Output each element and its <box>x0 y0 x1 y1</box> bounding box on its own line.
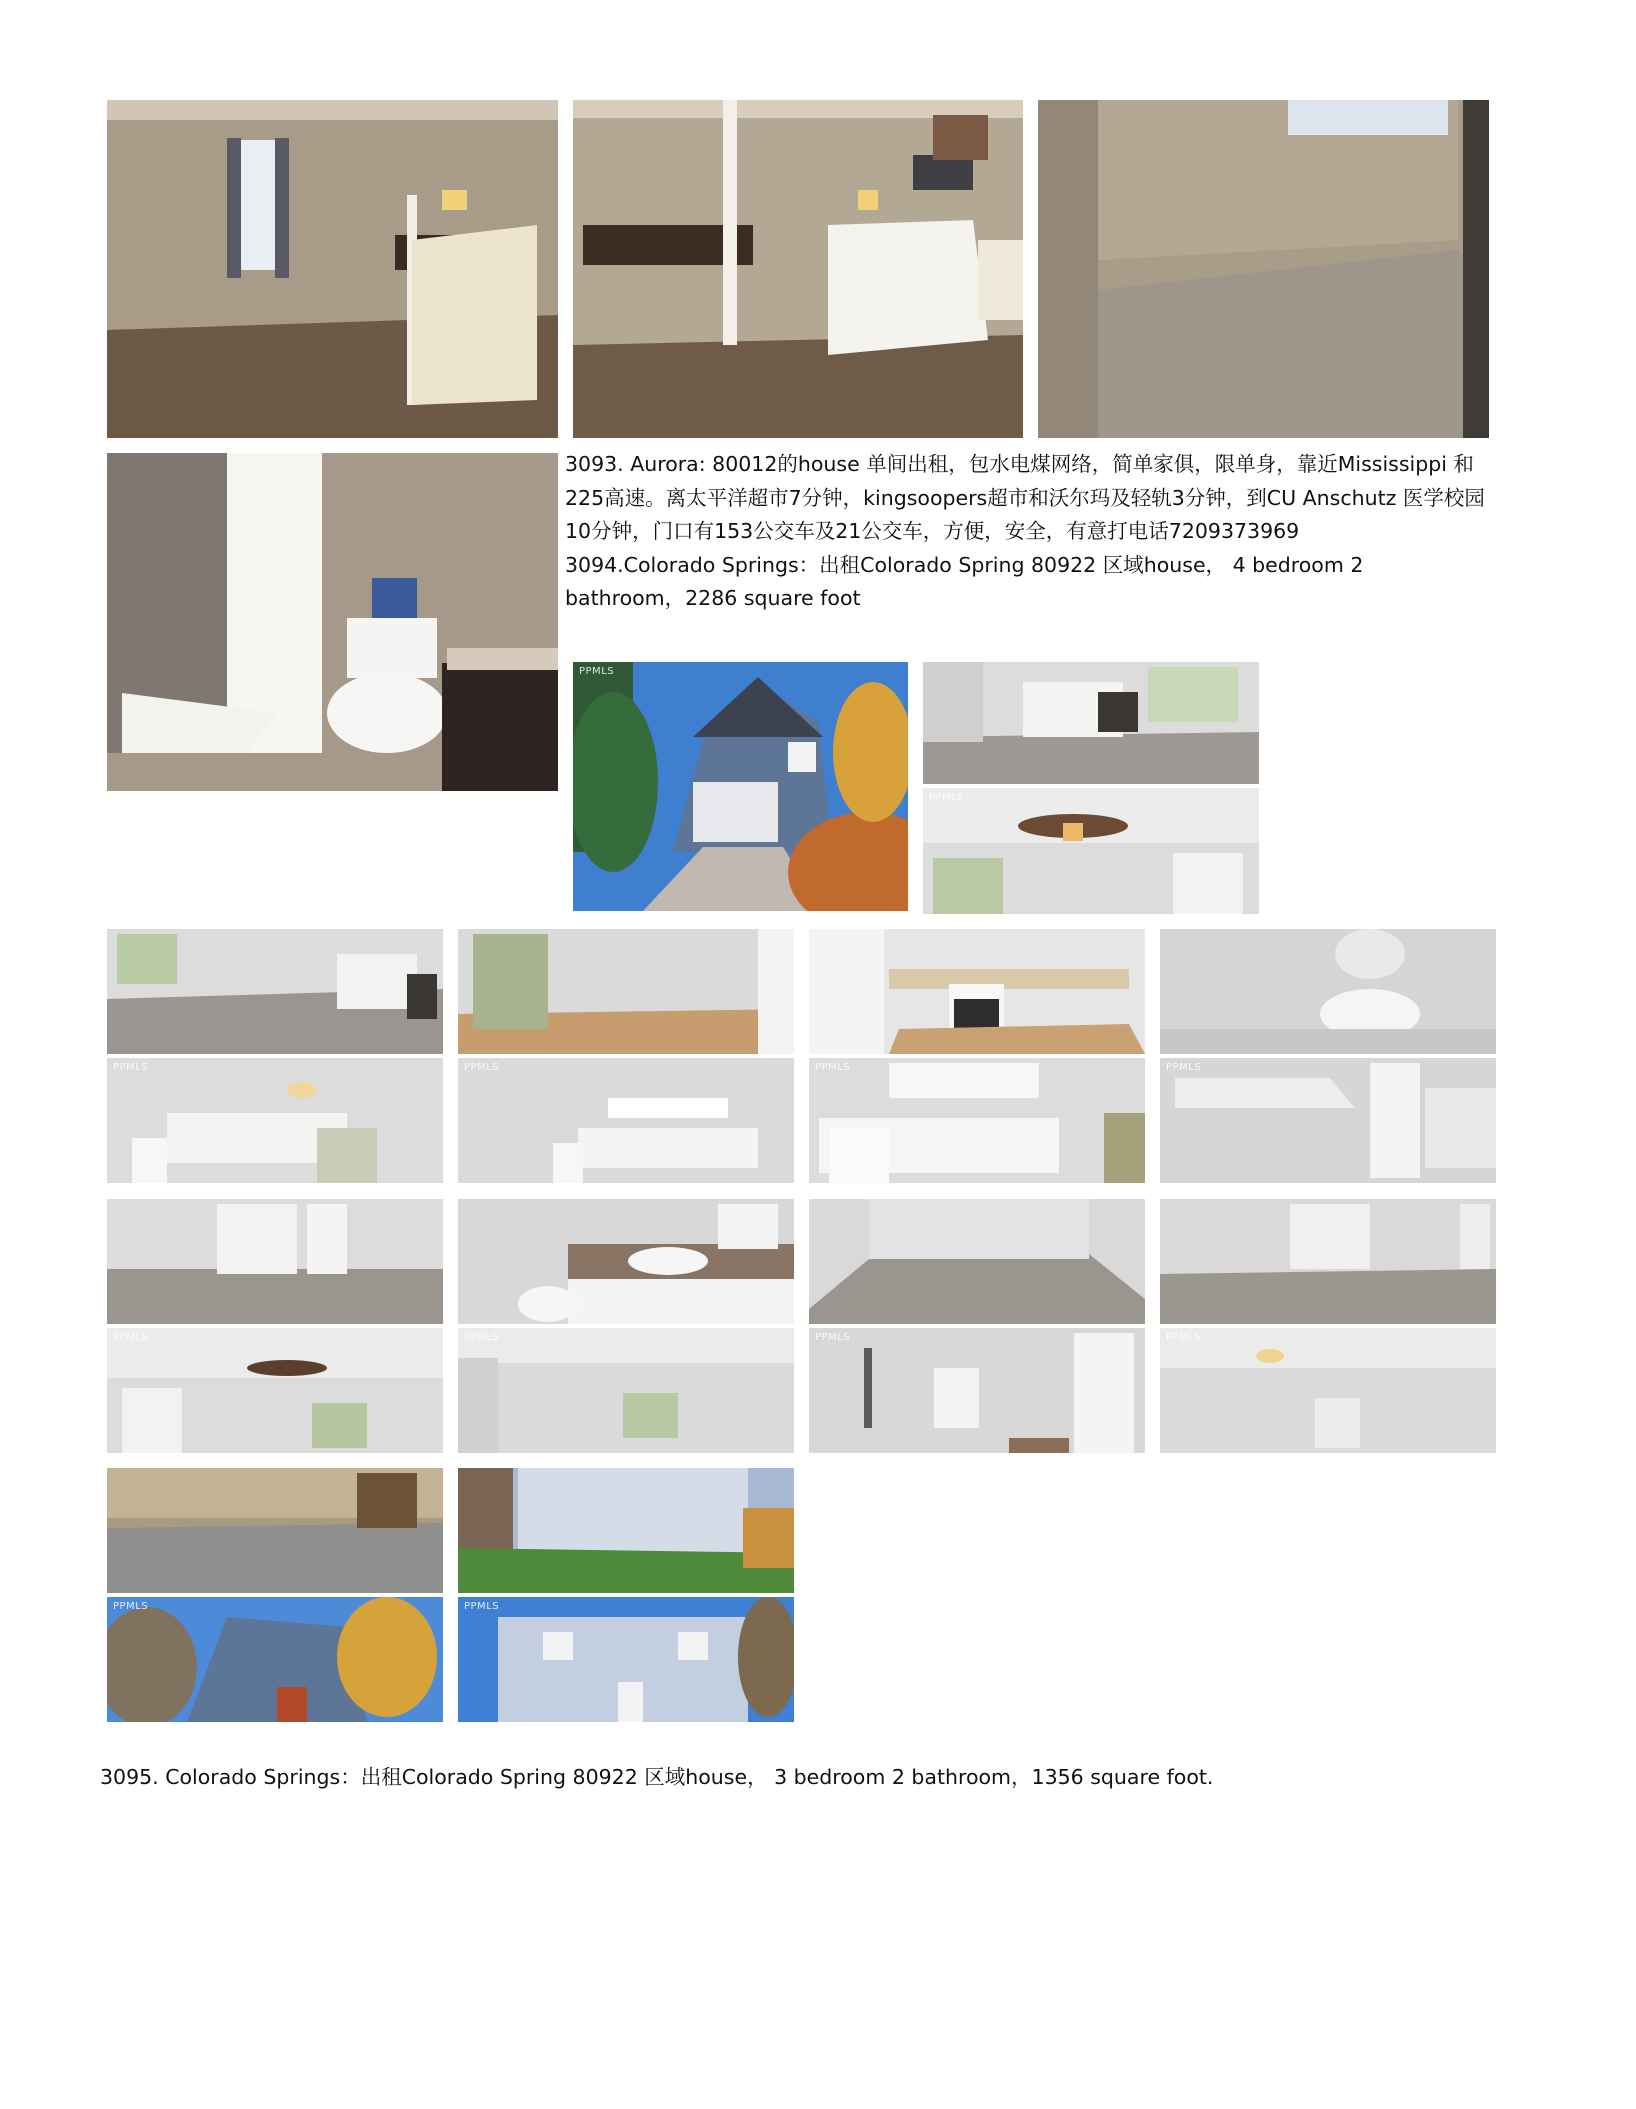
garage-photo <box>107 1468 443 1593</box>
watermark-label: PPMLS <box>464 1601 500 1612</box>
bathroom-vanity-photo <box>458 1199 794 1324</box>
bathroom-sink-photo <box>1160 929 1496 1054</box>
kitchen-view-photo <box>458 1058 794 1183</box>
shelf-room-photo <box>1160 1058 1496 1183</box>
house-exterior-photo <box>573 662 908 911</box>
bedroom-carpet-photo <box>1038 100 1489 438</box>
watermark-label: PPMLS <box>1166 1332 1202 1343</box>
listing-3093-text: 3093. Aurora: 80012的house 单间出租，包水电煤网络，简单家俱，限单身，靠近Mississippi 和225高速。离太平洋超市7分钟，kingsoopers超市和沃尔玛及轻轨3分钟，到CU Anschutz 医学校园10分钟，门口有153公交车及21公交车，方便，安全，有意打电话7209373969 <box>565 452 1485 543</box>
listing-3094-text-line2: bathroom，2286 square foot <box>565 586 861 610</box>
watermark-label: PPMLS <box>815 1332 851 1343</box>
house-side-photo <box>107 1597 443 1722</box>
backyard-photo <box>458 1468 794 1593</box>
bedroom-window-photo <box>458 1328 794 1453</box>
watermark-label: PPMLS <box>929 792 965 803</box>
listing-3095-description <box>100 1761 1500 1795</box>
watermark-label: PPMLS <box>464 1332 500 1343</box>
watermark-label: PPMLS <box>579 666 615 677</box>
bedroom-closet-photo <box>107 1199 443 1324</box>
empty-bedroom-photo <box>1160 1199 1496 1324</box>
living-room-carpet-photo <box>107 929 443 1054</box>
bedroom-fan-photo <box>107 1328 443 1453</box>
bathroom-photo <box>107 453 558 791</box>
watermark-label: PPMLS <box>464 1062 500 1073</box>
watermark-label: PPMLS <box>1166 1062 1202 1073</box>
kitchen-stove-photo <box>809 929 1145 1054</box>
listing-3094-text-line1: 3094.Colorado Springs：出租Colorado Spring 80922 区域house， 4 bedroom 2 <box>565 552 1364 577</box>
house-rear-photo <box>458 1597 794 1722</box>
empty-room-photo <box>809 1199 1145 1324</box>
kitchen-cabinets-photo <box>809 1058 1145 1183</box>
living-room-photo <box>107 100 558 438</box>
living-room-fireplace-photo <box>923 662 1259 784</box>
room-light-photo <box>1160 1328 1496 1453</box>
bath-shower-photo <box>809 1328 1145 1453</box>
listing-3093-description <box>565 448 1500 616</box>
watermark-label: PPMLS <box>113 1601 149 1612</box>
room-ceiling-fan-photo <box>923 788 1259 914</box>
watermark-label: PPMLS <box>113 1332 149 1343</box>
kitchen-photo <box>573 100 1023 438</box>
watermark-label: PPMLS <box>815 1062 851 1073</box>
watermark-label: PPMLS <box>113 1062 149 1073</box>
living-room-hardwood-photo <box>458 929 794 1054</box>
listing-3095-text: 3095. Colorado Springs：出租Colorado Spring 80922 区域house， 3 bedroom 2 bathroom，1356 square foot. <box>100 1765 1214 1789</box>
kitchen-dining-photo <box>107 1058 443 1183</box>
